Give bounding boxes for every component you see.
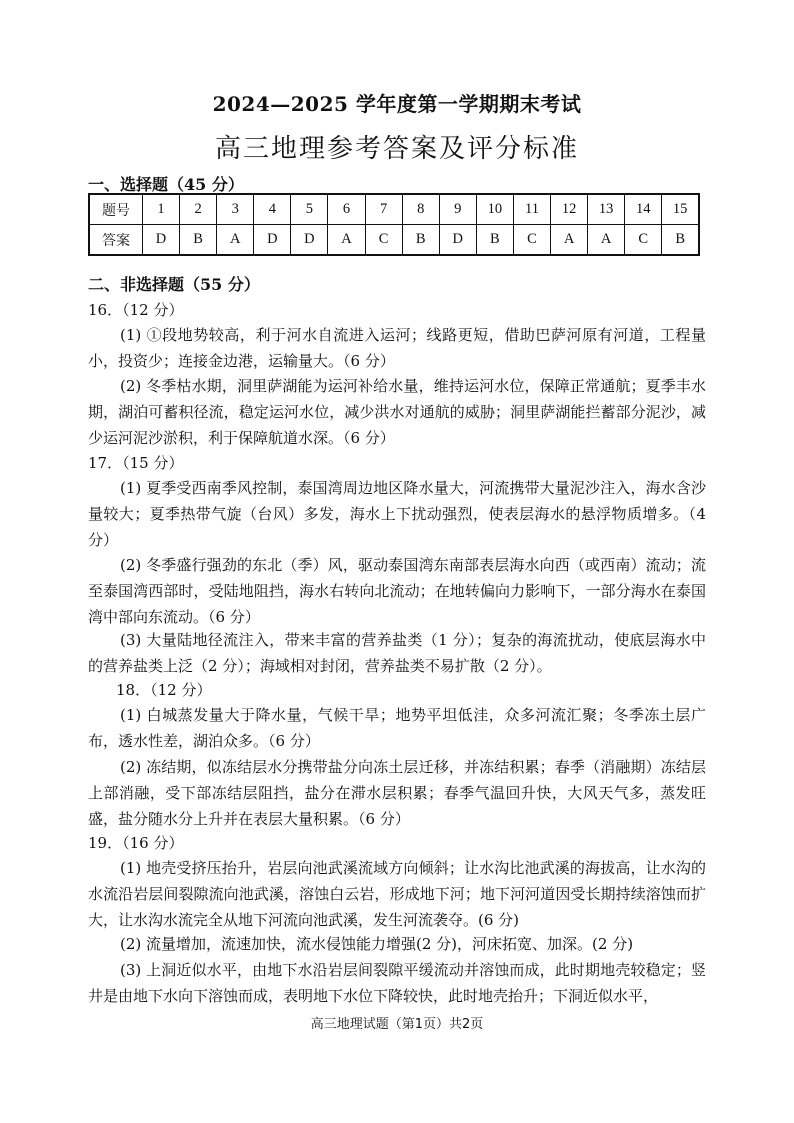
question-number-cell: 5 — [291, 194, 328, 225]
question-number-cell: 15 — [662, 194, 699, 225]
answer-cell: A — [328, 225, 365, 256]
question-number-cell: 8 — [402, 194, 439, 225]
table-row-numbers — [89, 194, 699, 225]
question-number-cell: 7 — [365, 194, 402, 225]
question-18-answer-2: (2) 冻结期，似冻结层水分携带盐分向冻土层迁移，并冻结积累；春季（消融期）冻结层上部消融，受下部冻结层阻挡，盐分在滞水层积累；春季气温回升快，大风天气多，蒸发旺盛，盐分随水分上升并在表层大量积累。（6 分） — [88, 758, 706, 828]
answer-cell: C — [513, 225, 550, 256]
answer-cell: C — [365, 225, 402, 256]
answer-cell: D — [291, 225, 328, 256]
answer-cell: B — [180, 225, 217, 256]
answer-cell: C — [625, 225, 662, 256]
question-16-answer-1: (1) ①段地势较高，利于河水自流进入运河；线路更短，借助巴萨河原有河道，工程量小，投资少；连接金边港，运输量大。（6 分） — [88, 326, 706, 370]
question-number-cell: 13 — [588, 194, 625, 225]
question-number-cell: 3 — [217, 194, 254, 225]
answer-cell: D — [439, 225, 476, 256]
question-number-cell: 14 — [625, 194, 662, 225]
question-18-answer-1: (1) 白城蒸发量大于降水量，气候干旱；地势平坦低洼，众多河流汇聚；冬季冻土层广布，透水性差，湖泊众多。（6 分） — [88, 706, 706, 750]
question-18-heading: 18．（12 分） — [116, 681, 212, 699]
section-heading-nonchoice: 二、非选择题（55 分） — [88, 275, 260, 294]
question-number-cell: 12 — [551, 194, 588, 225]
question-16-heading: 16．（12 分） — [88, 301, 184, 319]
question-number-cell: 6 — [328, 194, 365, 225]
row-label-number: 题号 — [89, 194, 143, 225]
question-17-heading: 17．（15 分） — [88, 454, 184, 472]
answer-cell: B — [402, 225, 439, 256]
answer-cell: A — [217, 225, 254, 256]
question-number-cell: 2 — [180, 194, 217, 225]
row-label-answer: 答案 — [89, 225, 143, 256]
question-number-cell: 10 — [476, 194, 513, 225]
question-17-answer-2: (2) 冬季盛行强劲的东北（季）风，驱动泰国湾东南部表层海水向西（或西南）流动；流至泰国湾西部时，受陆地阻挡，海水右转向北流动；在地转偏向力影响下，一部分海水在泰国湾中部向东流动。（6 分） — [88, 556, 706, 626]
exam-title: 2024—2025 学年度第一学期期末考试 — [212, 92, 582, 116]
answer-cell: A — [551, 225, 588, 256]
question-number-cell: 11 — [513, 194, 550, 225]
question-number-cell: 9 — [439, 194, 476, 225]
answer-cell: B — [476, 225, 513, 256]
question-16-answer-2: (2) 冬季枯水期，洞里萨湖能为运河补给水量，维持运河水位，保障正常通航；夏季丰水期，湖泊可蓄积径流，稳定运河水位，减少洪水对通航的威胁；洞里萨湖能拦蓄部分泥沙，减少运河泥沙淤积，利于保障航道水深。（6 分） — [88, 377, 706, 447]
answer-cell: A — [588, 225, 625, 256]
question-19-answer-3: (3) 上洞近似水平，由地下水沿岩层间裂隙平缓流动并溶蚀而成，此时期地壳较稳定；竖井是由地下水向下溶蚀而成，表明地下水位下降较快，此时地壳抬升；下洞近似水平， — [88, 961, 706, 1005]
question-19-heading: 19．（16 分） — [88, 834, 184, 852]
question-17-answer-3: (3) 大量陆地径流注入，带来丰富的营养盐类（1 分）；复杂的海流扰动，使底层海水中的营养盐类上泛（2 分）；海域相对封闭，营养盐类不易扩散（2 分）。 — [88, 631, 706, 675]
document-subtitle: 高三地理参考答案及评分标准 — [214, 134, 579, 164]
page-footer: 高三地理试题（第1页）共2页 — [310, 1017, 484, 1032]
answer-cell: D — [143, 225, 180, 256]
table-row-answers — [89, 225, 699, 256]
answer-table — [88, 193, 700, 256]
answer-cell: B — [662, 225, 699, 256]
section-heading-choice: 一、选择题（45 分） — [88, 175, 244, 194]
answer-cell: D — [254, 225, 291, 256]
question-number-cell: 4 — [254, 194, 291, 225]
question-number-cell: 1 — [143, 194, 180, 225]
question-17-answer-1: (1) 夏季受西南季风控制，泰国湾周边地区降水量大，河流携带大量泥沙注入，海水含沙量较大；夏季热带气旋（台风）多发，海水上下扰动强烈，使表层海水的悬浮物质增多。（4 分） — [88, 479, 706, 549]
question-19-answer-1: (1) 地壳受挤压抬升，岩层向池武溪流域方向倾斜；让水沟比池武溪的海拔高，让水沟的水流沿岩层间裂隙流向池武溪，溶蚀白云岩，形成地下河；地下河河道因受长期持续溶蚀而扩大，让水沟水流完全从地下河流向池武溪，发生河流袭夺。(6 分) — [88, 859, 706, 929]
question-19-answer-2: (2) 流量增加，流速加快，流水侵蚀能力增强(2 分)，河床拓宽、加深。(2 分) — [120, 935, 634, 953]
